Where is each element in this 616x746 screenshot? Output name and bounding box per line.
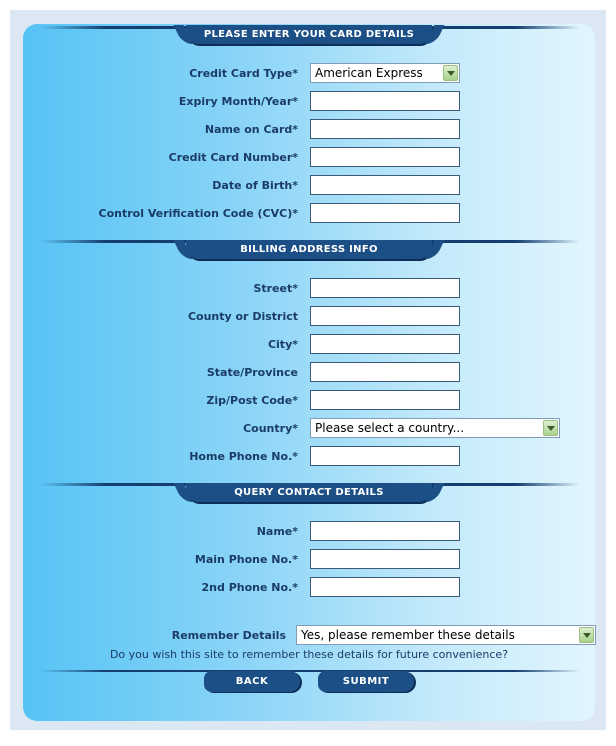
state-label: State/Province xyxy=(206,366,298,379)
second-phone-input[interactable] xyxy=(310,577,460,597)
chevron-down-icon[interactable] xyxy=(443,65,458,81)
street-input[interactable] xyxy=(310,278,460,298)
remember-selected-value: Yes, please remember these details xyxy=(301,628,515,642)
expiry-input[interactable] xyxy=(310,91,460,111)
remember-label: Remember Details xyxy=(171,629,286,642)
state-input[interactable] xyxy=(310,362,460,382)
city-label: City* xyxy=(267,338,298,351)
card-number-input[interactable] xyxy=(310,147,460,167)
card-number-label: Credit Card Number* xyxy=(168,151,298,164)
chevron-down-icon[interactable] xyxy=(579,627,594,643)
name-on-card-input[interactable] xyxy=(310,119,460,139)
section-divider xyxy=(40,670,580,672)
name-on-card-label: Name on Card* xyxy=(204,123,298,136)
country-label: Country* xyxy=(243,422,298,435)
card-type-select[interactable] xyxy=(310,63,460,83)
section-header-contact: QUERY CONTACT DETAILS xyxy=(186,483,432,502)
card-type-selected-value: American Express xyxy=(315,66,423,80)
chevron-down-icon[interactable] xyxy=(543,420,558,436)
contact-name-input[interactable] xyxy=(310,521,460,541)
zip-input[interactable] xyxy=(310,390,460,410)
dob-input[interactable] xyxy=(310,175,460,195)
country-selected-value: Please select a country... xyxy=(315,421,465,435)
main-phone-input[interactable] xyxy=(310,549,460,569)
section-header-billing: BILLING ADDRESS INFO xyxy=(186,240,432,259)
cvc-input[interactable] xyxy=(310,203,460,223)
remember-select[interactable] xyxy=(296,625,596,645)
home-phone-label: Home Phone No.* xyxy=(189,450,298,463)
dob-label: Date of Birth* xyxy=(212,179,298,192)
county-label: County or District xyxy=(187,310,298,323)
county-input[interactable] xyxy=(310,306,460,326)
section-header-card: PLEASE ENTER YOUR CARD DETAILS xyxy=(186,25,432,44)
home-phone-input[interactable] xyxy=(310,446,460,466)
back-button[interactable]: BACK xyxy=(204,671,300,692)
contact-name-label: Name* xyxy=(256,525,298,538)
zip-label: Zip/Post Code* xyxy=(206,394,298,407)
remember-hint: Do you wish this site to remember these details for future convenience? xyxy=(109,648,509,661)
form-panel xyxy=(23,24,595,721)
street-label: Street* xyxy=(253,282,298,295)
city-input[interactable] xyxy=(310,334,460,354)
country-select[interactable] xyxy=(310,418,560,438)
main-phone-label: Main Phone No.* xyxy=(194,553,298,566)
second-phone-label: 2nd Phone No.* xyxy=(201,581,298,594)
card-type-label: Credit Card Type* xyxy=(189,67,298,80)
cvc-label: Control Verification Code (CVC)* xyxy=(98,207,298,220)
submit-button[interactable]: SUBMIT xyxy=(318,671,414,692)
expiry-label: Expiry Month/Year* xyxy=(178,95,298,108)
